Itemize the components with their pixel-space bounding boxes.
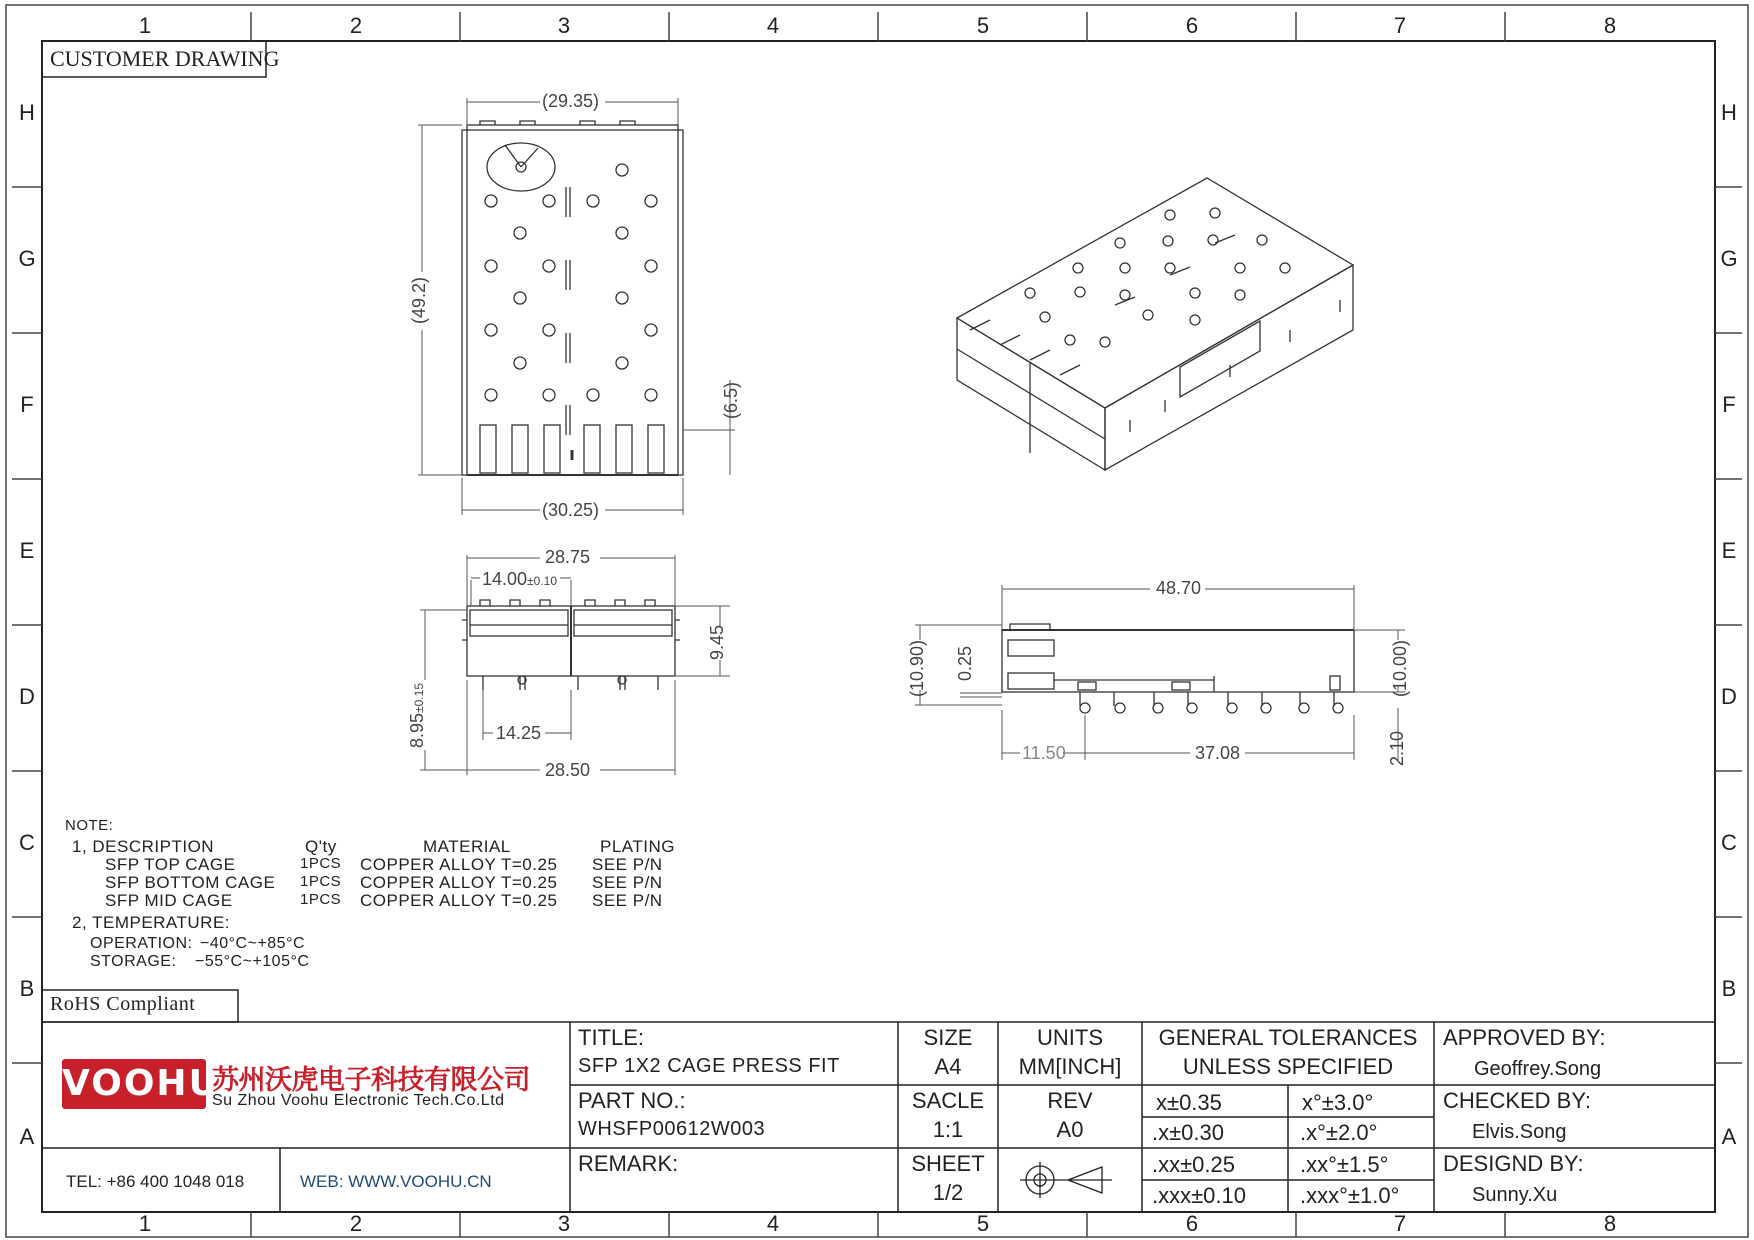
- note-col-plating: PLATING: [600, 837, 675, 856]
- part-no-value: WHSFP00612W003: [578, 1118, 766, 1140]
- note-row-desc: SFP TOP CAGE: [105, 855, 236, 874]
- title-value: SFP 1X2 CAGE PRESS FIT: [578, 1055, 840, 1077]
- note-row-plating: SEE P/N: [592, 873, 663, 892]
- isometric-view: [957, 178, 1353, 470]
- zone-row-c: C: [19, 830, 35, 855]
- note-row-material: COPPER ALLOY T=0.25: [360, 891, 558, 910]
- dim-side-front: 11.50: [1022, 743, 1066, 763]
- dim-front-half: [482, 569, 557, 590]
- zone-row-g: G: [18, 246, 36, 271]
- approved-by-value: Geoffrey.Song: [1474, 1058, 1602, 1080]
- dim-side-height-left: (10.90): [907, 639, 928, 698]
- zone-row-e: E: [19, 538, 35, 563]
- dim-top-bottom-width: (30.25): [542, 500, 600, 520]
- tolerance-linear: .xx±0.25: [1152, 1152, 1236, 1177]
- zone-row-h: H: [19, 100, 35, 125]
- sheet-label: SHEET: [911, 1151, 985, 1176]
- note-col-material: MATERIAL: [423, 837, 511, 856]
- company-tel: TEL: +86 400 1048 018: [66, 1172, 245, 1191]
- note-heading: NOTE:: [65, 817, 114, 834]
- checked-by-label: CHECKED BY:: [1443, 1088, 1591, 1113]
- tolerance-angular: .xx°±1.5°: [1300, 1152, 1389, 1177]
- note-row-qty: 1PCS: [300, 873, 342, 890]
- company-name-cn: 苏州沃虎电子科技有限公司: [212, 1065, 530, 1095]
- scale-value: 1:1: [932, 1117, 964, 1142]
- zone-col-8-bottom: 8: [1603, 1211, 1617, 1236]
- units-value: MM[INCH]: [1018, 1054, 1122, 1079]
- zone-col-3: 3: [557, 13, 571, 38]
- dim-top-height: (49.2): [409, 276, 430, 325]
- tolerance-angular: .x°±2.0°: [1300, 1120, 1378, 1145]
- dim-side-offset: 0.25: [955, 645, 976, 682]
- zone-row-e-right: E: [1721, 538, 1737, 563]
- dim-front-half-value: 14.00: [482, 569, 528, 589]
- tolerance-linear: .xxx±0.10: [1152, 1183, 1247, 1208]
- zone-col-4-bottom: 4: [766, 1211, 780, 1236]
- tolerance-angular: x°±3.0°: [1302, 1090, 1374, 1115]
- zone-col-2-bottom: 2: [349, 1211, 363, 1236]
- dim-top-side: (6.5): [721, 381, 742, 420]
- dim-side-length: 48.70: [1156, 578, 1202, 598]
- company-logo: VOOHU: [62, 1059, 206, 1109]
- note-row-material: COPPER ALLOY T=0.25: [360, 855, 558, 874]
- note-storage-value: −55°C~+105°C: [195, 953, 310, 970]
- dim-side-pins: 37.08: [1195, 743, 1241, 763]
- rev-value: A0: [1056, 1117, 1084, 1142]
- dim-front-overall: 28.75: [545, 547, 591, 567]
- note-row-desc: SFP MID CAGE: [105, 891, 233, 910]
- zone-col-1-bottom: 1: [138, 1211, 152, 1236]
- dim-front-height-left-value: 8.95: [407, 712, 427, 748]
- size-value: A4: [934, 1054, 962, 1079]
- note-item-1: 1, DESCRIPTION: [72, 837, 215, 856]
- zone-col-6-bottom: 6: [1185, 1211, 1199, 1236]
- note-row-plating: SEE P/N: [592, 855, 663, 874]
- note-storage-label: STORAGE:: [90, 953, 177, 970]
- tolerance-angular: .xxx°±1.0°: [1300, 1183, 1400, 1208]
- zone-col-7-bottom: 7: [1393, 1211, 1407, 1236]
- designed-by-label: DESIGND BY:: [1443, 1151, 1584, 1176]
- zone-col-8: 8: [1603, 13, 1617, 38]
- zone-row-f-right: F: [1722, 392, 1736, 417]
- dim-side-height-right: (10.00): [1390, 639, 1411, 698]
- zone-col-4: 4: [766, 13, 780, 38]
- zone-col-3-bottom: 3: [557, 1211, 571, 1236]
- dim-top-width: (29.35): [542, 91, 600, 111]
- remark-label: REMARK:: [578, 1151, 679, 1176]
- approved-by-label: APPROVED BY:: [1443, 1025, 1606, 1050]
- note-row-plating: SEE P/N: [592, 891, 663, 910]
- zone-col-5-bottom: 5: [976, 1211, 990, 1236]
- zone-row-c-right: C: [1721, 830, 1737, 855]
- sheet-value: 1/2: [932, 1180, 964, 1205]
- projection-symbol: [1020, 1162, 1112, 1198]
- tolerance-linear: .x±0.30: [1152, 1120, 1225, 1145]
- tolerance-heading: GENERAL TOLERANCES: [1158, 1025, 1418, 1050]
- dim-front-height-right: 9.45: [707, 624, 728, 661]
- note-item-2: 2, TEMPERATURE:: [72, 913, 231, 932]
- tolerance-linear: x±0.35: [1156, 1090, 1222, 1115]
- note-operation-value: −40°C~+85°C: [200, 935, 306, 952]
- note-col-qty: Q'ty: [305, 837, 337, 856]
- zone-col-7: 7: [1393, 13, 1407, 38]
- zone-row-d: D: [19, 684, 35, 709]
- dim-side-pin-len: 2.10: [1387, 730, 1408, 767]
- note-row-qty: 1PCS: [300, 855, 342, 872]
- zone-row-b: B: [19, 976, 35, 1001]
- dim-front-half-tol: ±0.10: [527, 574, 557, 588]
- zone-col-6: 6: [1185, 13, 1199, 38]
- zone-row-a: A: [19, 1124, 35, 1149]
- rev-label: REV: [1047, 1088, 1093, 1113]
- top-view: [418, 98, 735, 515]
- part-no-label: PART NO.:: [578, 1088, 686, 1113]
- checked-by-value: Elvis.Song: [1472, 1121, 1567, 1143]
- zone-row-g-right: G: [1720, 246, 1738, 271]
- note-row-material: COPPER ALLOY T=0.25: [360, 873, 558, 892]
- units-label: UNITS: [1037, 1025, 1103, 1050]
- zone-col-1: 1: [138, 13, 152, 38]
- size-label: SIZE: [923, 1025, 973, 1050]
- front-view: [420, 555, 730, 775]
- note-row-qty: 1PCS: [300, 891, 342, 908]
- note-operation-label: OPERATION:: [90, 935, 193, 952]
- designed-by-value: Sunny.Xu: [1472, 1184, 1558, 1206]
- dim-front-height-left: [407, 683, 428, 748]
- zone-row-a-right: A: [1721, 1124, 1737, 1149]
- note-row-desc: SFP BOTTOM CAGE: [105, 873, 276, 892]
- zone-row-d-right: D: [1721, 684, 1737, 709]
- zone-col-5: 5: [976, 13, 990, 38]
- company-name-en: Su Zhou Voohu Electronic Tech.Co.Ltd: [212, 1092, 505, 1109]
- zone-col-2: 2: [349, 13, 363, 38]
- tolerance-subheading: UNLESS SPECIFIED: [1182, 1054, 1394, 1079]
- rohs-label: RoHS Compliant: [50, 993, 196, 1015]
- customer-drawing-label: CUSTOMER DRAWING: [50, 46, 280, 71]
- zone-row-f: F: [20, 392, 34, 417]
- dim-front-base: 28.50: [545, 760, 591, 780]
- company-web: WEB: WWW.VOOHU.CN: [300, 1172, 492, 1191]
- scale-label: SACLE: [911, 1088, 985, 1113]
- zone-row-b-right: B: [1721, 976, 1737, 1001]
- dim-front-pitch: 14.25: [496, 723, 542, 743]
- dim-front-height-left-tol: ±0.15: [412, 683, 426, 713]
- title-label: TITLE:: [578, 1025, 645, 1050]
- zone-row-h-right: H: [1721, 100, 1737, 125]
- side-view: [915, 585, 1405, 760]
